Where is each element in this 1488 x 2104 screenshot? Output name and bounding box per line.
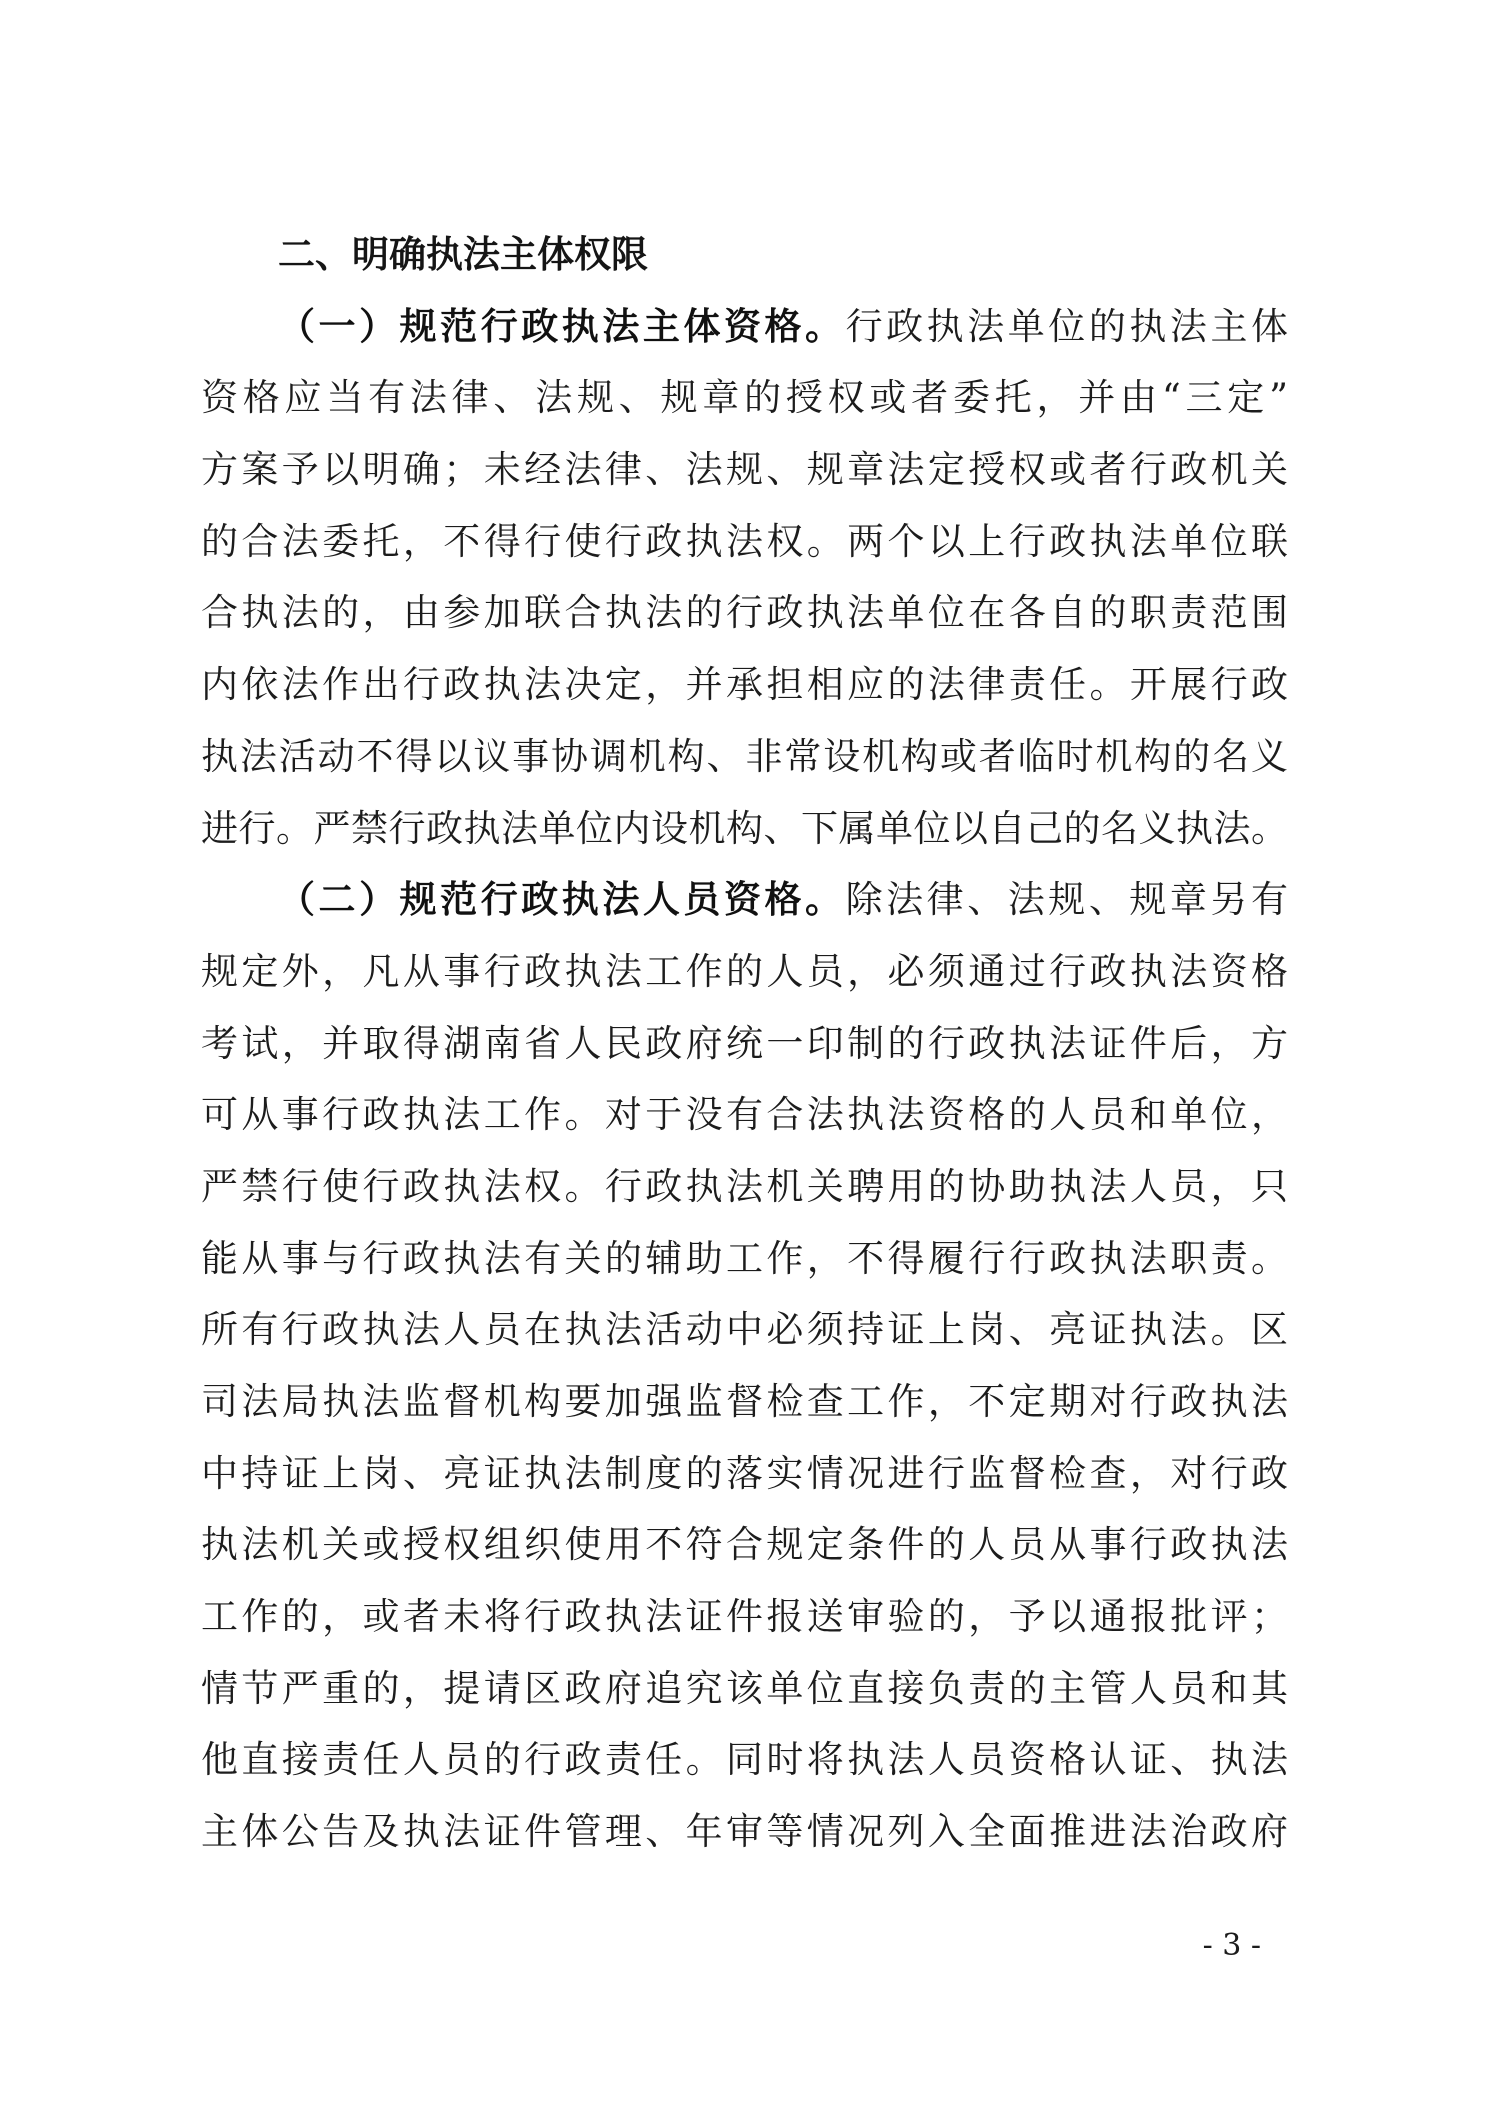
paragraph-line: 他直接责任人员的行政责任。同时将执法人员资格认证、执法 bbox=[201, 1738, 1288, 1782]
paragraph-line: 执法机关或授权组织使用不符合规定条件的人员从事行政执法 bbox=[201, 1523, 1288, 1567]
paragraph-line: 资格应当有法律、法规、规章的授权或者委托，并由“三定” bbox=[201, 376, 1288, 420]
paragraph-lead-in: （一）规范行政执法主体资格。 bbox=[278, 303, 846, 348]
paragraph-line: 可从事行政执法工作。对于没有合法执法资格的人员和单位， bbox=[201, 1093, 1288, 1137]
paragraph-line bbox=[201, 291, 1288, 363]
page-number: - 3 - bbox=[1202, 1928, 1261, 1963]
paragraph-line bbox=[201, 864, 1288, 936]
paragraph-line: 合执法的，由参加联合执法的行政执法单位在各自的职责范围 bbox=[201, 591, 1288, 635]
paragraph-line: 工作的，或者未将行政执法证件报送审验的，予以通报批评； bbox=[201, 1595, 1288, 1639]
paragraph-line: 方案予以明确；未经法律、法规、规章法定授权或者行政机关 bbox=[201, 448, 1288, 492]
paragraph-lead-in: （二）规范行政执法人员资格。 bbox=[278, 877, 846, 922]
paragraph-line: 中持证上岗、亮证执法制度的落实情况进行监督检查，对行政 bbox=[201, 1451, 1288, 1495]
paragraph-line-text: 除法律、法规、规章另有 bbox=[845, 878, 1289, 922]
paragraph-line: 能从事与行政执法有关的辅助工作，不得履行行政执法职责。 bbox=[201, 1236, 1288, 1280]
body-text bbox=[201, 219, 1288, 1868]
paragraph-line: 进行。严禁行政执法单位内设机构、下属单位以自己的名义执法。 bbox=[201, 806, 1288, 850]
section-heading: 二、明确执法主体权限 bbox=[278, 233, 648, 276]
paragraph-line: 考试，并取得湖南省人民政府统一印制的行政执法证件后，方 bbox=[201, 1021, 1288, 1065]
paragraph-line: 规定外，凡从事行政执法工作的人员，必须通过行政执法资格 bbox=[201, 949, 1288, 993]
paragraph-line: 内依法作出行政执法决定，并承担相应的法律责任。开展行政 bbox=[201, 663, 1288, 707]
paragraph-line: 司法局执法监督机构要加强监督检查工作，不定期对行政执法 bbox=[201, 1380, 1288, 1423]
paragraph-line: 严禁行使行政执法权。行政执法机关聘用的协助执法人员，只 bbox=[201, 1164, 1288, 1208]
paragraph-line: 所有行政执法人员在执法活动中必须持证上岗、亮证执法。区 bbox=[201, 1308, 1288, 1352]
paragraph-line: 的合法委托，不得行使行政执法权。两个以上行政执法单位联 bbox=[201, 519, 1288, 563]
paragraph-line: 执法活动不得以议事协调机构、非常设机构或者临时机构的名义 bbox=[201, 734, 1288, 778]
paragraph-line: 情节严重的，提请区政府追究该单位直接负责的主管人员和其 bbox=[201, 1666, 1288, 1710]
paragraph-line-text: 行政执法单位的执法主体 bbox=[845, 304, 1289, 348]
paragraph-line: 主体公告及执法证件管理、年审等情况列入全面推进法治政府 bbox=[201, 1810, 1288, 1854]
